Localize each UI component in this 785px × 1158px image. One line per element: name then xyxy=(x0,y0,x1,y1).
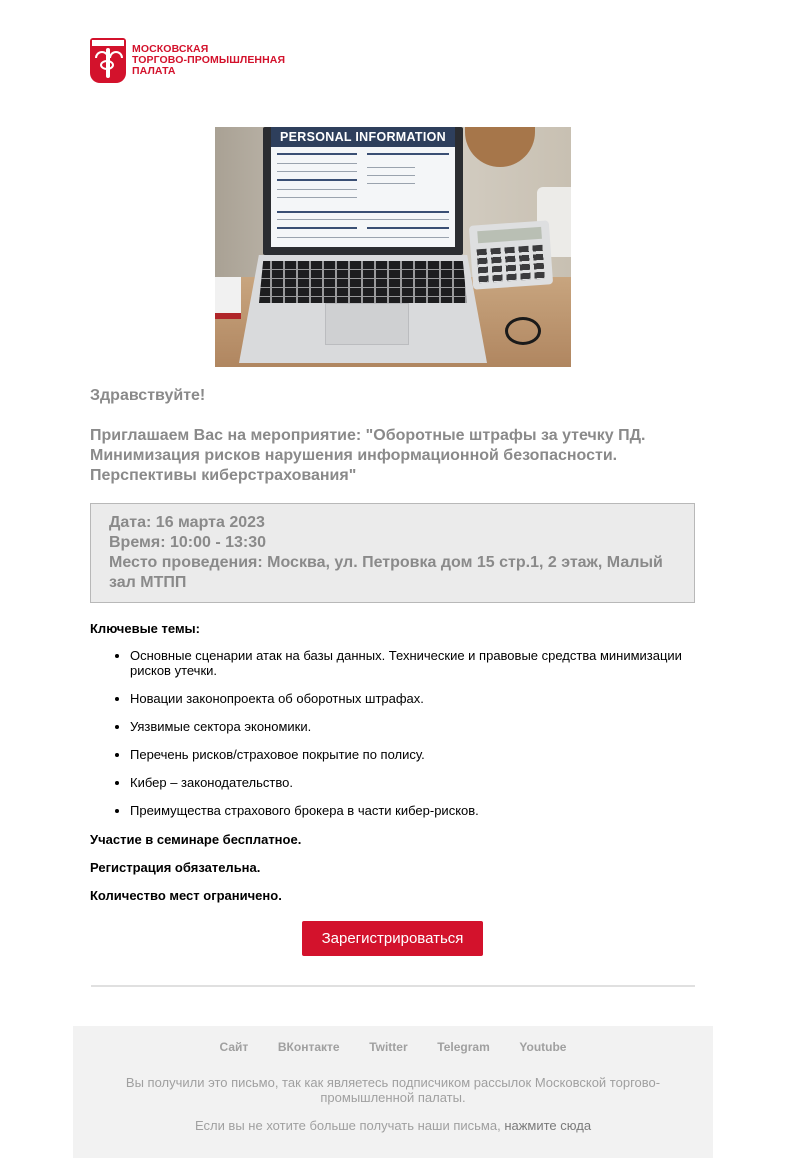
footer-link-site[interactable]: Сайт xyxy=(219,1040,249,1054)
footer xyxy=(73,1026,713,1158)
event-details-box xyxy=(90,503,695,603)
footer-link-vk[interactable]: ВКонтакте xyxy=(277,1040,340,1054)
laptop-screen xyxy=(263,127,463,255)
topic-item: • Основные сценарии атак на базы данных. Технические и правовые средства минимизации рисков утечки. xyxy=(130,648,695,678)
invitation-text: Приглашаем Вас на мероприятие: "Оборотные штрафы за утечку ПД. Минимизация рисков нарушения информационной безопасности. Перспективы киберстрахования" xyxy=(90,427,646,484)
topic-item: • Перечень рисков/страховое покрытие по полису. xyxy=(130,747,695,762)
screen-title: PERSONAL INFORMATION xyxy=(271,127,455,147)
subscription-notice: Вы получили это письмо, так как являетесь подписчиком рассылок Московской торгово-промышленной палаты. xyxy=(125,1075,661,1105)
unsubscribe-line xyxy=(73,1118,713,1133)
footer-link-telegram[interactable]: Telegram xyxy=(437,1040,490,1054)
book-image-part xyxy=(215,277,241,319)
event-time: Время: 10:00 - 13:30 xyxy=(109,534,267,551)
hero-image xyxy=(215,127,571,367)
topic-item: • Уязвимые сектора экономики. xyxy=(130,719,695,734)
logo-wordmark xyxy=(132,44,285,77)
topics-list xyxy=(90,648,695,831)
logo-line-2: ТОРГОВО-ПРОМЫШЛЕННАЯ xyxy=(132,53,286,66)
event-date: Дата: 16 марта 2023 xyxy=(109,514,265,531)
note-free: Участие в семинаре бесплатное. xyxy=(90,832,302,847)
topic-item: • Новации законопроекта об оборотных штрафах. xyxy=(130,691,695,706)
unsubscribe-link[interactable]: нажмите сюда xyxy=(504,1118,592,1133)
footer-link-twitter[interactable]: Twitter xyxy=(369,1040,408,1054)
topic-item: • Преимущества страхового брокера в части кибер-рисков. xyxy=(130,803,695,818)
logo-line-1: МОСКОВСКАЯ xyxy=(132,42,209,55)
topics-title: Ключевые темы: xyxy=(90,621,200,636)
footer-link-youtube[interactable]: Youtube xyxy=(519,1040,567,1054)
register-button[interactable]: Зарегистрироваться xyxy=(302,921,483,956)
footer-links xyxy=(73,1039,713,1054)
event-place: Место проведения: Москва, ул. Петровка дом 15 стр.1, 2 этаж, Малый зал МТПП xyxy=(109,554,663,591)
mtpp-seal-icon xyxy=(90,38,126,83)
divider xyxy=(91,985,695,987)
laptop-trackpad xyxy=(325,303,409,345)
calculator-image-part xyxy=(469,220,553,289)
glasses-image-part xyxy=(505,317,541,345)
note-registration: Регистрация обязательна. xyxy=(90,860,261,875)
unsubscribe-prefix: Если вы не хотите больше получать наши письма, xyxy=(194,1118,505,1133)
logo-line-3: ПАЛАТА xyxy=(132,64,176,77)
topic-item: • Кибер – законодательство. xyxy=(130,775,695,790)
mtpp-logo[interactable] xyxy=(90,37,285,83)
note-limited: Количество мест ограничено. xyxy=(90,888,282,903)
greeting-text: Здравствуйте! xyxy=(90,387,206,404)
